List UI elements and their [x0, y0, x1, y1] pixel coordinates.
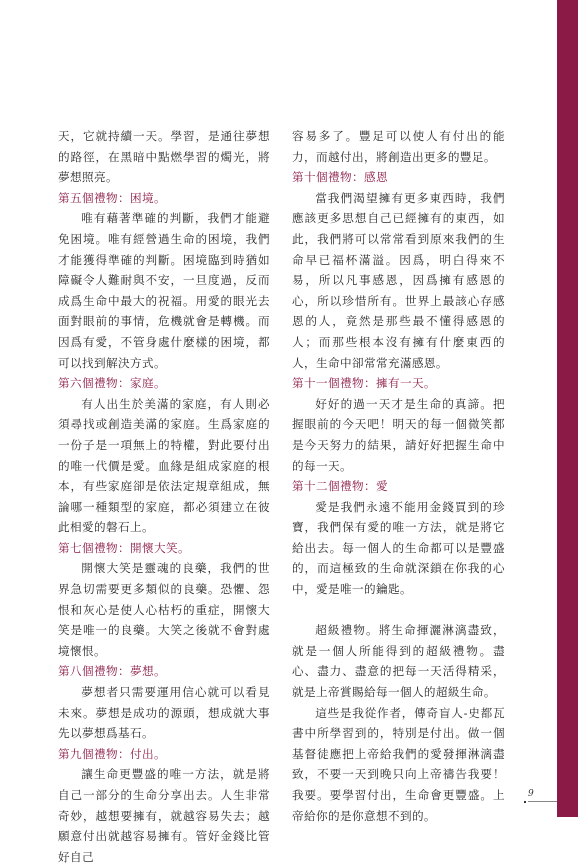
- section-heading: 第六個禮物：家庭。: [58, 376, 166, 391]
- paragraph: 超級禮物。將生命揮灑淋漓盡致，就是一個人所能得到的超級禮物。盡心、盡力、盡意的把每一天活得精采，就是上帝賞賜給每一個人的超級生命。: [292, 623, 505, 700]
- paragraph: 讓生命更豐盛的唯一方法，就是將自己一部分的生命分享出去。人生非常奇妙，越想要擁有，就越容易失去；越願意付出就越容易擁有。管好金錢比管好自己: [58, 767, 270, 864]
- paragraph: 當我們渴望擁有更多東西時，我們應該更多思想自己已經擁有的東西，如此，我們將可以常常看到原來我們的生命早已福杯滿溢。因爲，明白得來不易，所以凡事感恩，因爲擁有感恩的心，所以珍惜所有。世界上最該心存感恩的人，竟然是那些最不懂得感恩的人；而那些根本沒有擁有什麼東西的人，生命中卻常常充滿感恩。: [292, 190, 505, 370]
- continued-text: 天，它就持續一天。學習，是通往夢想的路徑，在黑暗中點燃學習的燭光，將夢想照亮。: [58, 129, 270, 185]
- paragraph: 開懷大笑是靈魂的良藥，我們的世界急切需要更多類似的良藥。恐懼、怨恨和灰心是使人心枯朽的重症，開懷大笑是唯一的良藥。大笑之後就不會對處境懷恨。: [58, 561, 270, 658]
- paragraph: 愛是我們永遠不能用金錢買到的珍寶，我們保有愛的唯一方法，就是將它給出去。每一個人的生命都可以是豐盛的，而這極致的生命就深鎖在你我的心中，愛是唯一的鑰匙。: [292, 499, 505, 597]
- section-heading: 第九個禮物：付出。: [58, 746, 166, 761]
- paragraph: 好好的過一天才是生命的真諦。把握眼前的今天吧！明天的每一個微笑都是今天努力的結果，請好好把握生命中的每一天。: [292, 396, 505, 473]
- side-color-bar: [557, 0, 578, 817]
- section-heading: 第八個禮物：夢想。: [58, 664, 166, 679]
- section-heading: 第七個禮物：開懷大笑。: [58, 540, 190, 555]
- paragraph: 這些是我從作者，傳奇盲人-史都瓦書中所學習到的，特別是付出。做一個基督徒應把上帝給我們的愛發揮淋漓盡致，不要一天到晚只向上帝禱告我要！我要。要學習付出，生命會更豐盛。上帝給你的是你意想不到的。: [292, 705, 505, 823]
- paragraph: 有人出生於美滿的家庭，有人則必須尋找或創造美滿的家庭。生爲家庭的一份子是一項無上的特權，對此要付出的唯一代價是愛。血緣是組成家庭的根本，有些家庭卻是依法定規章組成，無論哪一種類型的家庭，都必須建立在彼此相愛的磐石上。: [58, 396, 270, 535]
- paragraph: 夢想者只需要運用信心就可以看見未來。夢想是成功的源頭，想成就大事先以夢想爲基石。: [58, 685, 270, 741]
- paragraph: 唯有藉著準確的判斷，我們才能避免困境。唯有經營過生命的困境，我們才能獲得準確的判斷。困境臨到時猶如障礙令人難耐與不安，一旦度過，反而成爲生命中最大的祝福。用愛的眼光去面對眼前的事情，危機就會是轉機。而因爲有愛，不管身處什麼樣的困境，都可以找到解決方式。: [58, 211, 270, 370]
- footer-rule: [528, 801, 557, 802]
- section-heading: 第十個禮物：感恩: [292, 170, 388, 185]
- section-heading: 第五個禮物：困境。: [58, 190, 166, 205]
- left-column: [58, 126, 270, 867]
- right-column: [292, 126, 505, 826]
- blank-line: [292, 600, 505, 621]
- section-heading: 第十一個禮物：擁有一天。: [292, 376, 436, 391]
- continued-text: 容易多了。豐足可以使人有付出的能力，而越付出，將創造出更多的豐足。: [292, 129, 505, 164]
- section-heading: 第十二個禮物：愛: [292, 479, 388, 494]
- page-number: 9: [528, 789, 534, 799]
- footer-bullet: [524, 801, 526, 803]
